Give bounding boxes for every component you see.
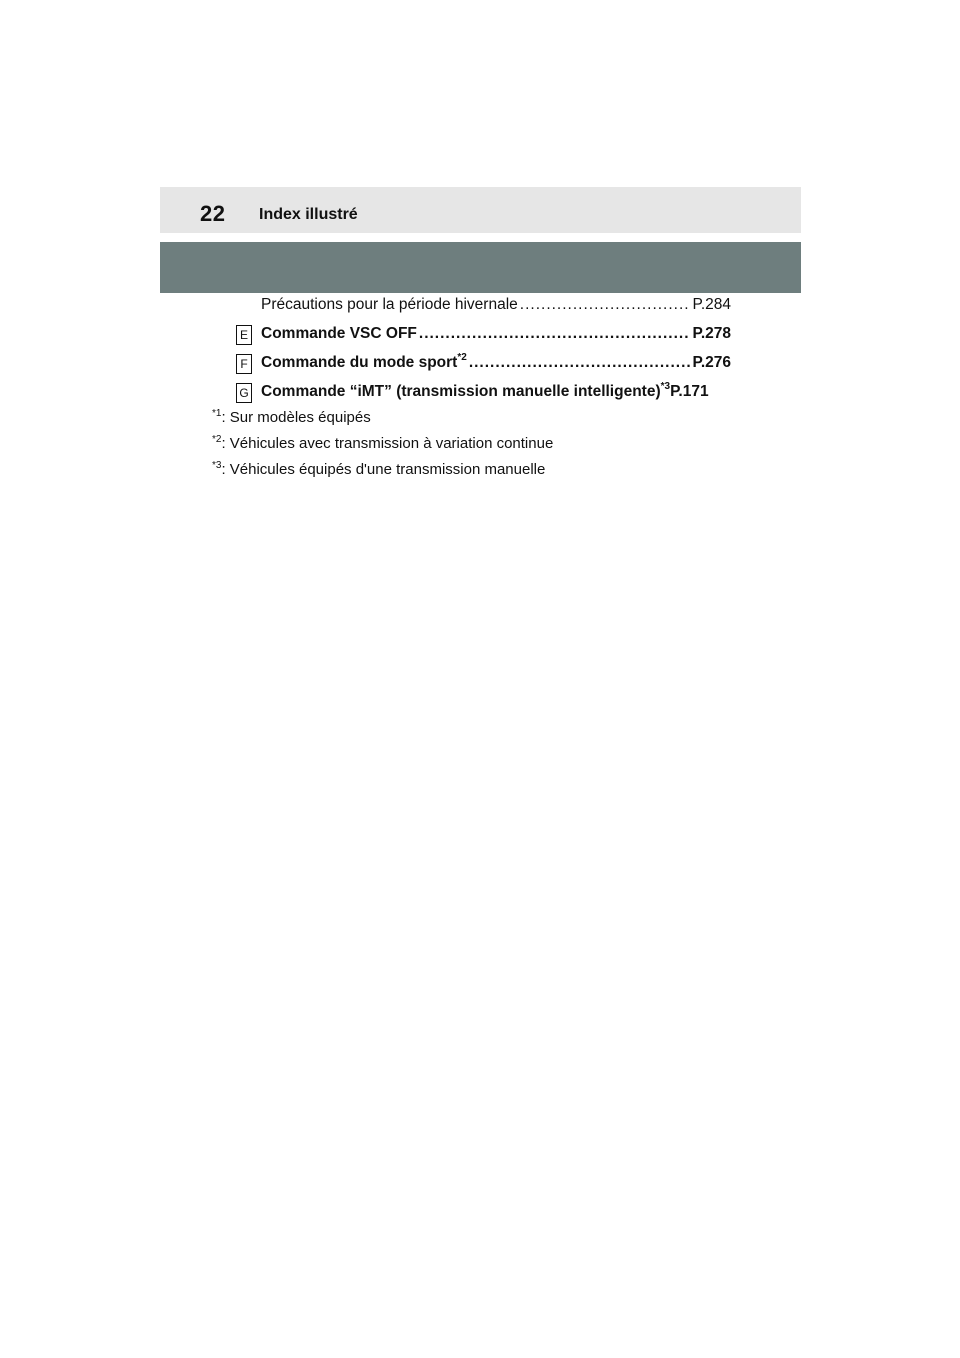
entry-label-text: Commande “iMT” (transmission manuelle intelligente) xyxy=(261,383,661,400)
entry-label xyxy=(261,383,670,401)
footnote-mark: *3 xyxy=(212,460,222,471)
footnote-3 xyxy=(212,461,545,478)
leader-dots xyxy=(419,325,691,343)
entry-label: Précautions pour la période hivernale xyxy=(261,296,518,313)
footnote-mark: *1 xyxy=(212,408,222,419)
marker-g: G xyxy=(236,383,252,403)
footnote-mark: *2 xyxy=(457,352,467,363)
footnote-mark: *3 xyxy=(660,381,671,392)
leader-dots xyxy=(469,354,691,372)
page-reference[interactable]: P.284 xyxy=(692,296,731,313)
index-entry-sport-mode xyxy=(261,354,731,376)
index-entry-vsc-off xyxy=(261,325,731,347)
footnote-text: : Véhicules équipés d'une transmission manuelle xyxy=(221,461,546,478)
page-reference[interactable]: P.171 xyxy=(670,383,709,400)
footnote-2 xyxy=(212,435,553,452)
page-number: 22 xyxy=(200,201,226,226)
footnote-text: : Sur modèles équipés xyxy=(221,409,371,426)
marker-f: F xyxy=(236,354,252,374)
marker-e: E xyxy=(236,325,252,345)
page-reference[interactable]: P.276 xyxy=(692,354,731,371)
footnote-text: : Véhicules avec transmission à variation continue xyxy=(221,435,554,452)
leader-dots xyxy=(520,296,691,314)
section-title: Index illustré xyxy=(259,206,358,223)
footnote-mark: *2 xyxy=(212,434,222,445)
page-reference[interactable]: P.278 xyxy=(692,325,731,342)
entry-label: Commande VSC OFF xyxy=(261,325,417,342)
section-banner xyxy=(160,242,801,293)
header-bar xyxy=(160,187,801,233)
footnote-1 xyxy=(212,409,371,426)
entry-label xyxy=(261,354,467,372)
index-entry-imt xyxy=(261,383,731,405)
entry-label-text: Commande du mode sport xyxy=(261,354,458,371)
index-entry-winter-precautions xyxy=(261,296,731,318)
